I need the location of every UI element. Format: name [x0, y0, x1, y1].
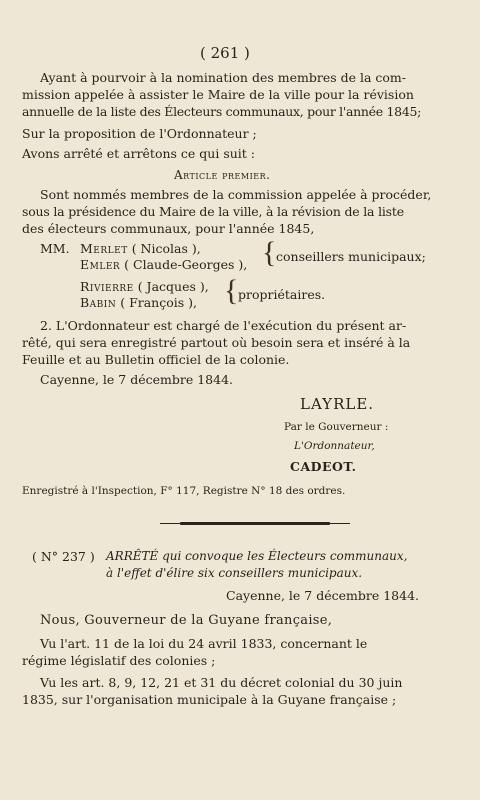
member-emler — [80, 257, 247, 272]
page-number: ( 261 ) — [200, 44, 250, 62]
member-surname: Babin — [80, 295, 117, 310]
member-babin — [80, 295, 197, 310]
section-divider — [180, 522, 330, 525]
intro-line-3: annuelle de la liste des Électeurs communaux, pour l'année 1845; — [22, 104, 422, 119]
intro-line-1: Ayant à pourvoir à la nomination des membres de la com- — [40, 70, 406, 85]
members-prefix: MM. — [40, 241, 70, 256]
member-rivierre — [80, 279, 209, 294]
vu2-line-2: 1835, sur l'organisation municipale à la Guyane française ; — [22, 692, 397, 707]
member-merlet — [80, 241, 201, 256]
brace-group-1: { — [262, 236, 277, 269]
brace-group-2: { — [224, 274, 239, 307]
decree-title-line-2: à l'effet d'élire six conseillers municipaux. — [106, 566, 363, 580]
group2-role: propriétaires. — [238, 287, 326, 302]
member-surname: Rivierre — [80, 279, 134, 294]
group1-role: conseillers municipaux; — [276, 249, 426, 264]
article2-line-2: rêté, qui sera enregistré partout où besoin sera et inséré à la — [22, 335, 411, 350]
member-surname: Merlet — [80, 241, 128, 256]
member-surname: Emler — [80, 257, 121, 272]
intro-line-2: mission appelée à assister le Maire de la ville pour la révision — [22, 87, 414, 102]
ordonnateur-title: L'Ordonnateur, — [294, 440, 375, 452]
by-governor: Par le Gouverneur : — [284, 421, 389, 433]
proposal-line: Sur la proposition de l'Ordonnateur ; — [22, 126, 257, 141]
vu2-line-1: Vu les art. 8, 9, 12, 21 et 31 du décret colonial du 30 juin — [40, 675, 403, 690]
decree-title-line-1: ARRÊTÉ qui convoque les Électeurs communaux, — [106, 549, 408, 563]
article-line-1: Sont nommés membres de la commission appelée à procéder, — [40, 187, 432, 202]
place-date: Cayenne, le 7 décembre 1844. — [40, 372, 233, 387]
vu1-line-1: Vu l'art. 11 de la loi du 24 avril 1833, concernant le — [40, 636, 368, 651]
member-given: ( Nicolas ), — [131, 241, 201, 256]
registration-note: Enregistré à l'Inspection, F° 117, Registre N° 18 des ordres. — [22, 485, 346, 497]
decree-date: Cayenne, le 7 décembre 1844. — [226, 588, 419, 603]
member-given: ( François ), — [120, 295, 197, 310]
article2-line-3: Feuille et au Bulletin officiel de la colonie. — [22, 352, 290, 367]
article2-line-1: 2. L'Ordonnateur est chargé de l'exécution du présent ar- — [40, 318, 407, 333]
vu1-line-2: régime législatif des colonies ; — [22, 653, 216, 668]
decree-open-line: Avons arrêté et arrêtons ce qui suit : — [22, 146, 255, 161]
nous-line: Nous, Gouverneur de la Guyane française, — [40, 613, 333, 628]
decree-number: ( N° 237 ) — [32, 549, 95, 564]
member-given: ( Jacques ), — [137, 279, 209, 294]
article-line-3: des électeurs communaux, pour l'année 1845, — [22, 221, 315, 236]
member-given: ( Claude-Georges ), — [124, 257, 248, 272]
article-heading: Article premier. — [174, 168, 271, 182]
signature-layrle: LAYRLE. — [300, 395, 375, 413]
signature-cadeot: CADEOT. — [290, 459, 357, 474]
article-line-2: sous la présidence du Maire de la ville, à la révision de la liste — [22, 204, 404, 219]
